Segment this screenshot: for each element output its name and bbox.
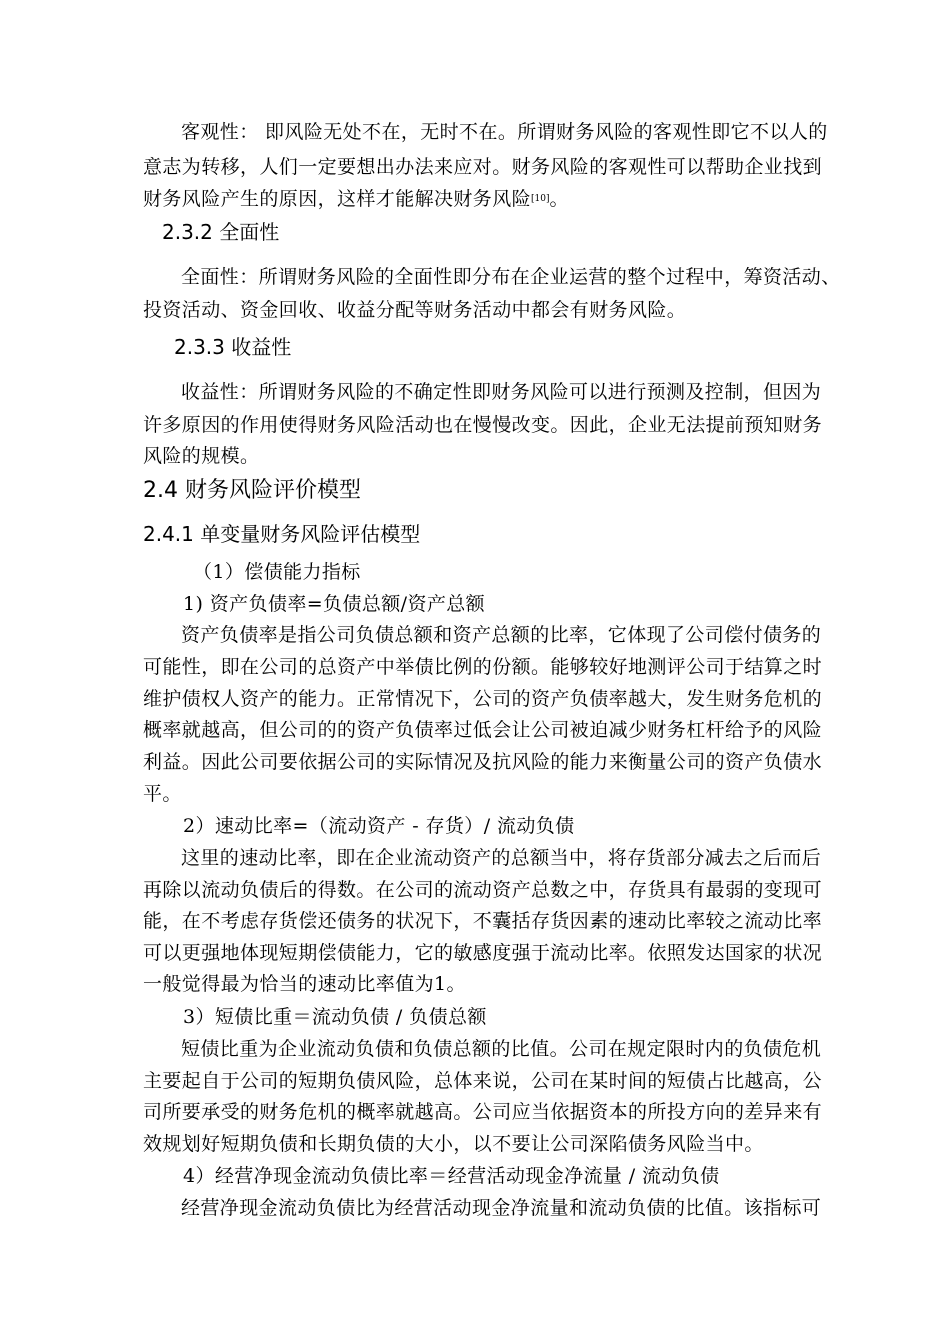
paragraph-line-tail: 。 (549, 188, 569, 210)
paragraph-line: 客观性： 即风险无处不在，无时不在。所谓财务风险的客观性即它不以人的 (181, 121, 828, 143)
paragraph-line: 经营净现金流动负债比为经营活动现金净流量和流动负债的比值。该指标可 (181, 1197, 822, 1219)
paragraph-line: 平。 (143, 783, 182, 805)
paragraph-line: 司所要承受的财务危机的概率就越高。公司应当依据资本的所投方向的差异来有 (143, 1101, 823, 1123)
paragraph-line: 这里的速动比率，即在企业流动资产的总额当中，将存货部分减去之后而后 (181, 847, 822, 869)
citation-ref: [10] (531, 194, 550, 204)
paragraph-line: 风险的规模。 (143, 445, 260, 467)
section-heading-2-4-1: 2.4.1 单变量财务风险评估模型 (143, 522, 421, 546)
paragraph-line: 效规划好短期负债和长期负债的大小，以不要让公司深陷债务风险当中。 (143, 1133, 764, 1155)
subheading-solvency: （1）偿债能力指标 (193, 561, 361, 583)
item-title: 4）经营净现金流动负债比率＝经营活动现金净流量 / 流动负债 (183, 1165, 720, 1187)
item-title: 1) 资产负债率=负债总额/资产总额 (183, 593, 486, 615)
paragraph-line: 一般觉得最为恰当的速动比率值为1。 (143, 973, 466, 995)
paragraph-line: 能，在不考虑存货偿还债务的状况下，不囊括存货因素的速动比率较之流动比率 (143, 910, 823, 932)
paragraph-line (143, 185, 569, 213)
paragraph-line: 资产负债率是指公司负债总额和资产总额的比率，它体现了公司偿付债务的 (181, 624, 822, 646)
paragraph-line-text: 财务风险产生的原因，这样才能解决财务风险 (143, 188, 532, 210)
paragraph-line: 主要起自于公司的短期负债风险，总体来说，公司在某时间的短债占比越高，公 (143, 1070, 823, 1092)
paragraph-line: 可以更强地体现短期偿债能力，它的敏感度强于流动比率。依照发达国家的状况 (143, 942, 823, 964)
paragraph-line: 收益性：所谓财务风险的不确定性即财务风险可以进行预测及控制，但因为 (181, 381, 822, 403)
paragraph-line: 可能性，即在公司的总资产中举债比例的份额。能够较好地测评公司于结算之时 (143, 656, 823, 678)
paragraph-line: 短债比重为企业流动负债和负债总额的比值。公司在规定限时内的负债危机 (181, 1038, 822, 1060)
item-title: 3）短债比重＝流动负债 / 负债总额 (183, 1006, 487, 1028)
section-heading-2-3-3: 2.3.3 收益性 (174, 335, 292, 359)
paragraph-line: 利益。因此公司要依据公司的实际情况及抗风险的能力来衡量公司的资产负债水 (143, 751, 823, 773)
item-title: 2）速动比率=（流动资产 - 存货）/ 流动负债 (183, 815, 575, 837)
paragraph-line: 全面性：所谓财务风险的全面性即分布在企业运营的整个过程中，筹资活动、 (181, 266, 841, 288)
paragraph-line: 许多原因的作用使得财务风险活动也在慢慢改变。因此，企业无法提前预知财务 (143, 414, 823, 436)
paragraph-line: 再除以流动负债后的得数。在公司的流动资产总数之中，存货具有最弱的变现可 (143, 879, 823, 901)
paragraph-line: 投资活动、资金回收、收益分配等财务活动中都会有财务风险。 (143, 299, 687, 321)
paragraph-line: 维护债权人资产的能力。正常情况下，公司的资产负债率越大，发生财务危机的 (143, 688, 823, 710)
section-heading-2-4: 2.4 财务风险评价模型 (143, 478, 361, 503)
paragraph-line: 概率就越高，但公司的的资产负债率过低会让公司被迫减少财务杠杆给予的风险 (143, 719, 823, 741)
section-heading-2-3-2: 2.3.2 全面性 (162, 220, 280, 244)
paragraph-line: 意志为转移，人们一定要想出办法来应对。财务风险的客观性可以帮助企业找到 (143, 156, 823, 178)
